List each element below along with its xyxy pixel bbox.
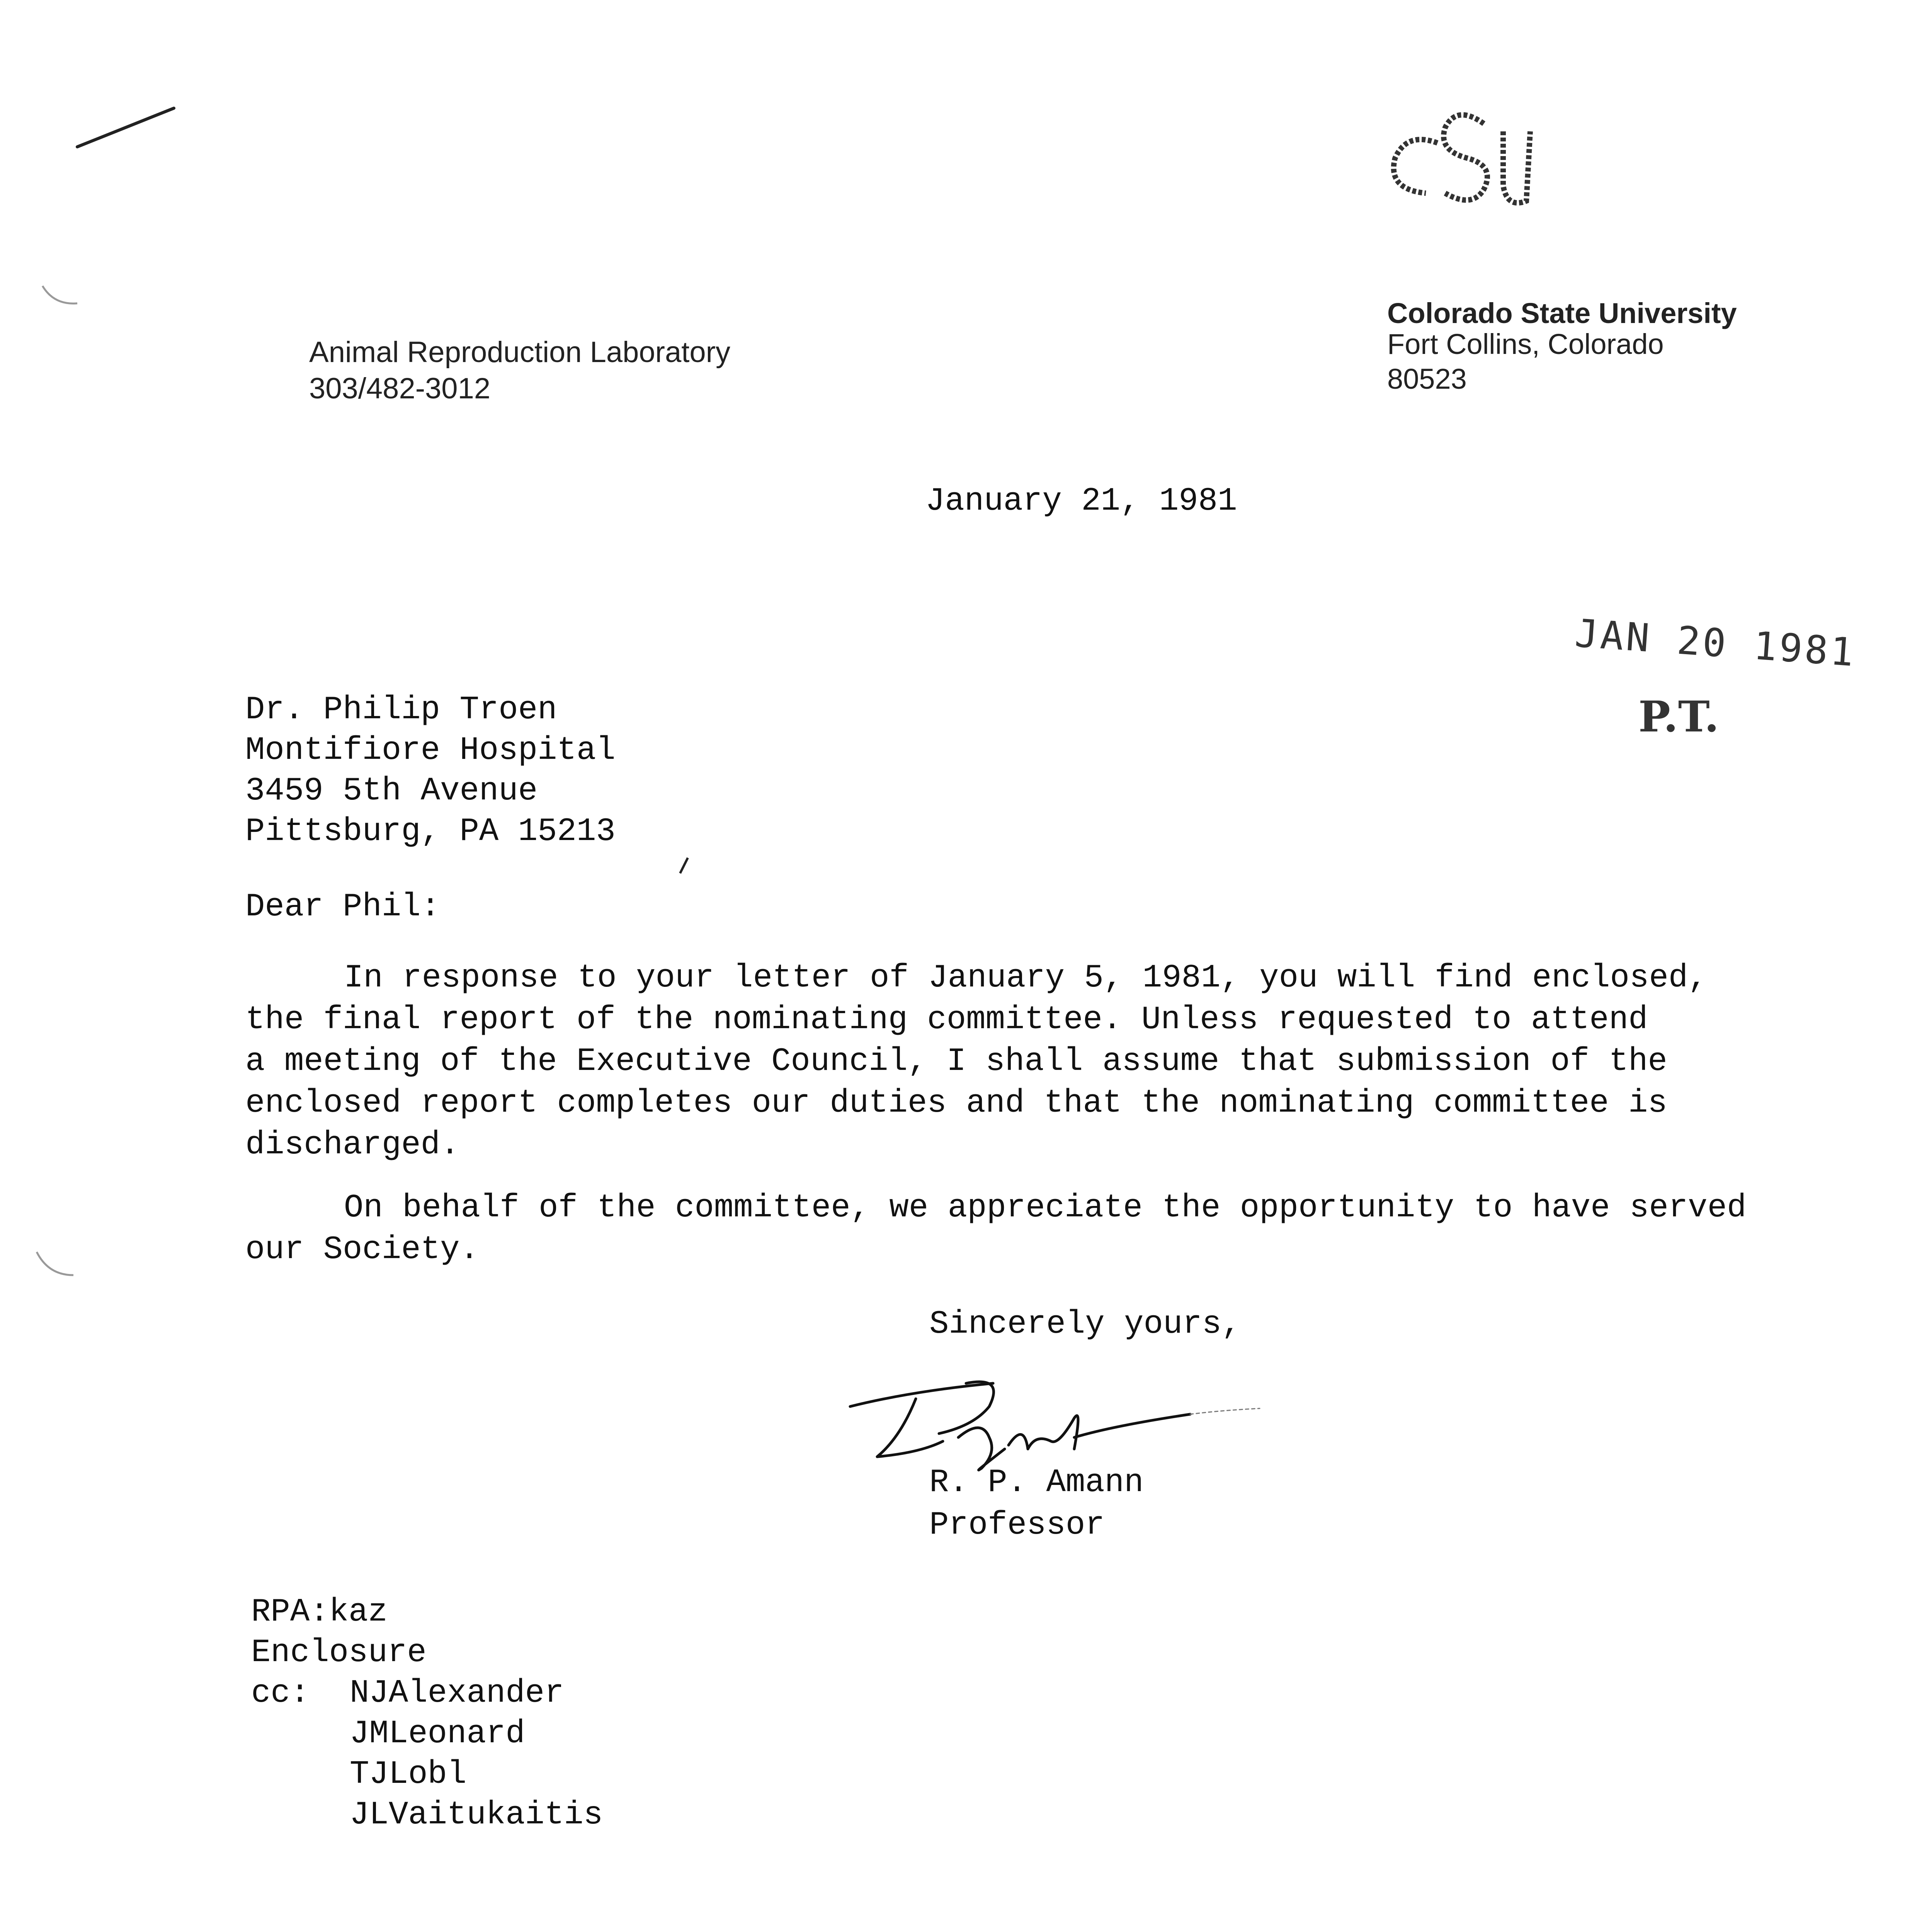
closing: Sincerely yours, xyxy=(929,1306,1241,1343)
cc-label: cc: xyxy=(251,1675,310,1712)
department-name: Animal Reproduction Laboratory xyxy=(309,336,730,369)
body-paragraph-2 xyxy=(245,1187,1764,1271)
university-zip: 80523 xyxy=(1387,363,1467,395)
cc-recipient: JLVaitukaitis xyxy=(350,1797,603,1833)
reference-initials: RPA:kaz xyxy=(251,1594,388,1631)
cc-recipient: TJLobl xyxy=(350,1756,467,1793)
body-line: a meeting of the Executive Council, I shall assume that submission of the xyxy=(245,1043,1667,1080)
signer-name: R. P. Amann xyxy=(929,1464,1144,1501)
department-phone: 303/482-3012 xyxy=(309,372,491,405)
recipient-city: Pittsburg, PA 15213 xyxy=(245,813,616,850)
body-line: enclosed report completes our duties and that the nominating committee is xyxy=(245,1085,1667,1122)
body-line: In response to your letter of January 5, 1981, you will find enclosed, xyxy=(344,960,1708,997)
enclosure-note: Enclosure xyxy=(251,1634,427,1671)
cc-recipient: JMLeonard xyxy=(350,1716,525,1752)
body-line: On behalf of the committee, we appreciate the opportunity to have served xyxy=(344,1190,1747,1226)
recipient-street: 3459 5th Avenue xyxy=(245,773,538,810)
cc-recipient: NJAlexander xyxy=(350,1675,564,1712)
body-line: our Society. xyxy=(245,1231,479,1268)
received-date-stamp: JAN 20 1981 xyxy=(1573,611,1857,675)
body-line: the final report of the nominating committee. Unless requested to attend xyxy=(245,1002,1648,1038)
university-name: Colorado State University xyxy=(1387,297,1737,329)
body-line: discharged. xyxy=(245,1127,460,1163)
csu-logo xyxy=(1379,97,1542,213)
university-city: Fort Collins, Colorado xyxy=(1387,328,1664,360)
received-initials-stamp: P.T. xyxy=(1638,692,1719,742)
recipient-name: Dr. Philip Troen xyxy=(245,692,557,728)
body-paragraph-1 xyxy=(245,957,1764,1166)
recipient-institution: Montifiore Hospital xyxy=(245,732,616,769)
letter-date: January 21, 1981 xyxy=(925,483,1237,520)
salutation: Dear Phil: xyxy=(245,889,441,925)
signer-title: Professor xyxy=(929,1507,1105,1544)
